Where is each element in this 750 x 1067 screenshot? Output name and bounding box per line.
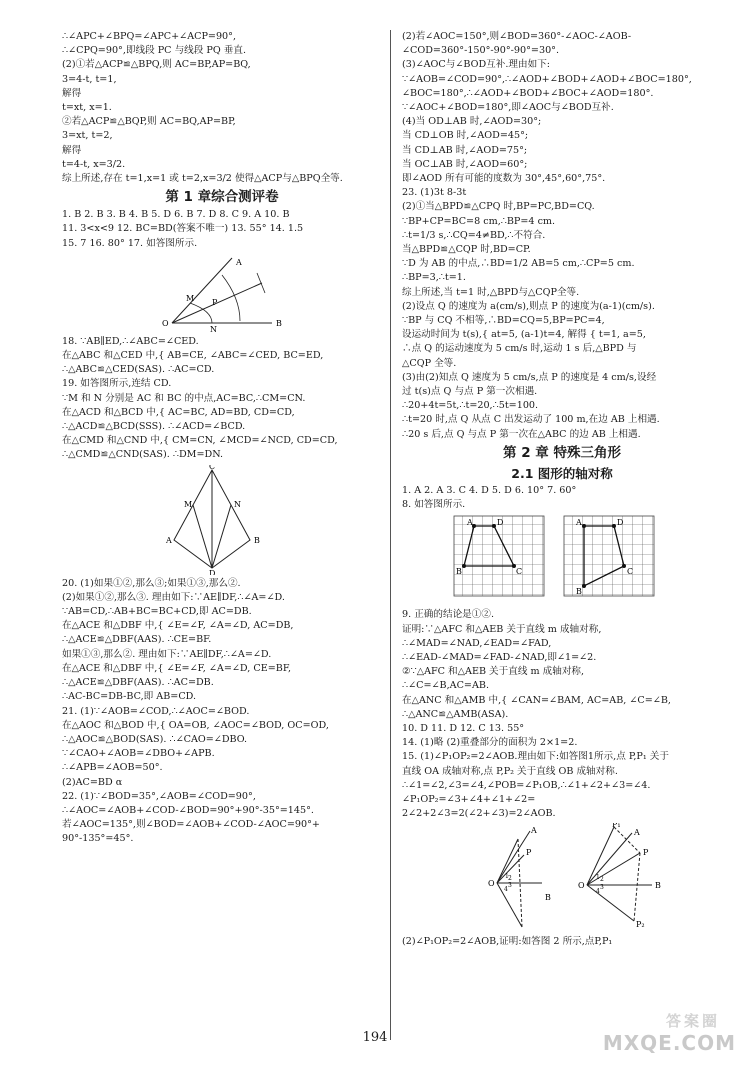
svg-text:B: B <box>456 567 462 577</box>
left-d-line: ∴△ACE≌△DBF(AAS). ∴AC=DB. <box>62 677 214 689</box>
left-column <box>62 30 382 847</box>
reflection-angle-figures <box>402 823 722 933</box>
right-c-line: 证明:∵△AFC 和△AEB 关于直线 m 成轴对称, <box>402 623 602 635</box>
svg-text:D: D <box>617 518 624 528</box>
right-a-line: ∠COD=360°-150°-90°-90°=30°. <box>402 45 560 57</box>
left-a-line: ∴∠APC+∠BPQ=∠APC+∠ACP=90°, <box>62 31 237 42</box>
right-a-line: ∵∠AOC+∠BOD=180°,即∠AOC与∠BOD互补. <box>402 102 614 114</box>
right-a-line: 当 CD⊥OB 时,∠AOD=45°; <box>402 130 529 142</box>
svg-text:P: P <box>212 297 218 307</box>
right-a-line: 当 CD⊥AB 时,∠AOD=75°; <box>402 144 528 156</box>
svg-text:O: O <box>488 879 495 889</box>
svg-text:C: C <box>209 464 216 471</box>
watermark-logo: 答案圈 <box>665 1012 720 1030</box>
svg-text:2: 2 <box>600 876 604 884</box>
left-a-line: 解得 <box>62 87 82 99</box>
svg-text:N: N <box>234 499 241 509</box>
right-b-line: 8. 如答图所示. <box>402 499 466 511</box>
left-c-line: ∴△ABC≌△CED(SAS). ∴AC=CD. <box>62 364 215 376</box>
left-d-line: 21. (1)∵∠AOB=∠COD,∴∠AOC=∠BOD. <box>62 705 250 717</box>
left-d-line: 若∠AOC=135°,则∠BOD=∠AOB+∠COD-∠AOC=90°+ <box>62 819 320 831</box>
right-c-line: 10. D 11. D 12. C 13. 55° <box>402 722 525 734</box>
svg-text:O: O <box>162 318 169 328</box>
right-c-line: 在△ANC 和△AMB 中,{ ∠CAN=∠BAM, AC=AB, ∠C=∠B, <box>402 694 671 706</box>
right-a-line: ∵BP+CP=BC=8 cm,∴BP=4 cm. <box>402 215 556 227</box>
chapter2-heading: 第 2 章 特殊三角形 <box>503 444 621 461</box>
svg-text:O: O <box>578 881 585 891</box>
left-d-line: ∵∠CAO+∠AOB=∠DBO+∠APB. <box>62 748 215 760</box>
svg-text:2: 2 <box>508 875 512 883</box>
svg-text:4: 4 <box>504 886 508 894</box>
svg-text:3: 3 <box>600 884 604 892</box>
left-d-line: 在△ACE 和△DBF 中,{ ∠E=∠F, ∠A=∠D, AC=DB, <box>62 620 294 632</box>
right-a-line: ∠BOC=180°,∴∠AOD+∠BOD+∠BOC+∠AOD=180°. <box>402 87 654 99</box>
left-block-d <box>62 577 382 847</box>
p1-label: P₁ <box>612 823 621 830</box>
right-column <box>402 30 722 950</box>
svg-text:4: 4 <box>596 888 600 896</box>
left-block-a <box>62 30 382 186</box>
svg-text:3: 3 <box>508 882 512 890</box>
right-c-line: ∴∠EAD-∠MAD=∠FAD-∠NAD,即∠1=∠2. <box>402 651 597 663</box>
right-a-line: (4)当 OD⊥AB 时,∠AOD=30°; <box>402 116 542 128</box>
left-d-line: ∴△AOC≌△BOD(SAS). ∴∠CAO=∠DBO. <box>62 733 248 745</box>
right-a-line: 即∠AOD 所有可能的度数为 30°,45°,60°,75°. <box>402 173 606 185</box>
svg-text:A: A <box>166 535 172 545</box>
svg-text:B: B <box>254 535 260 545</box>
svg-text:A: A <box>531 826 537 836</box>
left-d-line: ∵AB=CD,∴AB+BC=BC+CD,即 AC=DB. <box>62 606 252 618</box>
svg-text:P: P <box>643 848 649 858</box>
right-c-line: 14. (1)略 (2)重叠部分的面积为 2×1=2. <box>402 737 578 749</box>
right-c-line: ∠P₁OP₂=∠3+∠4+∠1+∠2= <box>402 793 536 805</box>
left-d-line: 如果①③,那么②. 理由如下:∵AE∥DF,∴∠A=∠D. <box>62 648 272 660</box>
svg-text:B: B <box>276 318 282 328</box>
svg-text:C: C <box>627 567 634 577</box>
left-d-line: 22. (1)∵∠BOD=35°,∠AOB=∠COD=90°, <box>62 790 256 802</box>
svg-text:B: B <box>545 893 551 903</box>
right-a-line: ∵∠AOB=∠COD=90°,∴∠AOD+∠BOD+∠AOD+∠BOC=180°, <box>402 73 692 85</box>
left-a-line: 解得 <box>62 144 82 156</box>
svg-text:D: D <box>209 568 216 575</box>
left-d-line: (2)如果①②,那么③. 理由如下:∵AE∥DF,∴∠A=∠D. <box>62 591 285 603</box>
left-block-c <box>62 335 382 463</box>
svg-text:N: N <box>210 324 217 333</box>
svg-text:1: 1 <box>505 873 509 881</box>
right-a-line: 当 OC⊥AB 时,∠AOD=60°; <box>402 158 528 170</box>
left-d-line: ∴AC-BC=DB-BC,即 AB=CD. <box>62 691 197 703</box>
column-divider <box>390 30 391 1040</box>
right-b-line: 1. A 2. A 3. C 4. D 5. D 6. 10° 7. 60° <box>402 484 577 496</box>
right-c-line: ∴∠1=∠2,∠3=∠4,∠POB=∠P₁OB,∴∠1+∠2+∠3=∠4. <box>402 779 651 791</box>
svg-text:P: P <box>526 848 532 858</box>
right-a-line: ∴t=20 时,点 Q 从点 C 出发运动了 100 m,在边 AB 上相遇. <box>402 414 660 426</box>
right-last-line: (2)∠P₁OP₂=2∠AOB,证明:如答图 2 所示,点P,P₁ <box>402 936 613 948</box>
left-d-line: 90°-135°=45°. <box>62 833 134 845</box>
left-c-line: 19. 如答图所示,连结 CD. <box>62 378 172 390</box>
page-number: 194 <box>362 1030 388 1045</box>
right-a-line: ∴20+4t=5t,∴t=20,∴5t=100. <box>402 400 539 412</box>
svg-text:M: M <box>186 293 195 303</box>
left-d-line: ∴△ACE≌△DBF(AAS). ∴CE=BF. <box>62 634 212 646</box>
kite-figure <box>62 465 382 575</box>
left-a-line: 综上所述,存在 t=1,x=1 或 t=2,x=3/2 使得△ACP与△BPQ全等. <box>62 173 343 185</box>
left-d-line: ∴∠APB=∠AOB=50°. <box>62 762 163 774</box>
right-a-line: ∵D 为 AB 的中点,∴BD=1/2 AB=5 cm,∴CP=5 cm. <box>402 258 635 270</box>
right-a-line: 当△BPD≌△CQP 时,BD=CP. <box>402 244 531 256</box>
right-a-line: 23. (1)3t 8-3t <box>402 187 467 199</box>
right-c-line: 2∠2+2∠3=2(∠2+∠3)=2∠AOB. <box>402 808 556 820</box>
watermark-url: MXQE.COM <box>602 1031 736 1055</box>
right-c-line: ∴∠MAD=∠NAD,∠EAD=∠FAD, <box>402 637 552 649</box>
left-a-line: t=xt, x=1. <box>62 102 112 114</box>
left-b-line: 15. 7 16. 80° 17. 如答图所示. <box>62 237 198 249</box>
right-a-line: ∴t=1/3 s,∴CQ=4≠BD,∴不符合. <box>402 229 546 241</box>
right-a-line: (2)①当△BPD≌△CPQ 时,BP=PC,BD=CQ. <box>402 201 595 213</box>
right-a-line: (2)若∠AOC=150°,则∠BOD=360°-∠AOC-∠AOB- <box>402 31 632 42</box>
left-a-line: 3=xt, t=2, <box>62 130 113 142</box>
left-b-line: 11. 3<x<9 12. BC=BD(答案不唯一) 13. 55° 14. 1.5 <box>62 223 304 235</box>
angle-bisector-figure <box>62 253 382 333</box>
right-c-line: ②∵△AFC 和△AEB 关于直线 m 成轴对称, <box>402 666 585 678</box>
left-block-b <box>62 208 382 251</box>
right-c-line: 直线 OA 成轴对称,点 P,P₂ 关于直线 OB 成轴对称. <box>402 765 618 777</box>
right-block-c <box>402 608 722 821</box>
left-c-line: ∴△CMD≌△CND(SAS). ∴DM=DN. <box>62 449 224 461</box>
chapter1-review-heading: 第 1 章综合测评卷 <box>165 189 279 206</box>
svg-text:A: A <box>236 257 242 267</box>
svg-text:P₂: P₂ <box>636 920 645 930</box>
svg-text:C: C <box>516 567 523 577</box>
left-d-line: ∴∠AOC=∠AOB+∠COD-∠BOD=90°+90°-35°=145°. <box>62 804 314 816</box>
right-block-a <box>402 30 722 442</box>
right-a-line: ∴20 s 后,点 Q 与点 P 第一次在△ABC 的边 AB 上相遇. <box>402 428 641 440</box>
section-2-1-heading: 2.1 图形的轴对称 <box>511 465 613 481</box>
svg-text:A: A <box>634 828 640 838</box>
left-d-line: (2)AC=BD α <box>62 776 123 788</box>
left-c-line: 在△ABC 和△CED 中,{ AB=CE, ∠ABC=∠CED, BC=ED, <box>62 350 324 362</box>
right-a-line: (3)由(2)知点 Q 速度为 5 cm/s,点 P 的速度是 4 cm/s,设经 <box>402 371 657 383</box>
right-a-line: ∵BP 与 CQ 不相等,∴BD=CQ=5,BP=PC=4, <box>402 315 605 327</box>
left-b-line: 1. B 2. B 3. B 4. B 5. D 6. B 7. D 8. C 9. A 10. B <box>62 209 290 221</box>
left-a-line: (2)①若△ACP≌△BPQ,则 AC=BP,AP=BQ, <box>62 59 251 71</box>
left-d-line: 在△ACE 和△DBF 中,{ ∠E=∠F, ∠A=∠D, CE=BF, <box>62 662 292 674</box>
left-a-line: t=4-t, x=3/2. <box>62 158 126 170</box>
right-a-line: 设运动时间为 t(s),{ at=5, (a-1)t=4, 解得 { t=1, a=5, <box>402 329 646 341</box>
right-c-line: ∴△ANC≌△AMB(ASA). <box>402 708 509 720</box>
right-a-line: 过 t(s)点 Q 与点 P 第一次相遇. <box>402 386 538 398</box>
right-c-line: ∴∠C=∠B,AC=AB. <box>402 680 489 692</box>
svg-text:B: B <box>576 587 582 597</box>
right-a-line: ∴点 Q 的运动速度为 5 cm/s 时,运动 1 s 后,△BPD 与 <box>402 343 637 355</box>
left-c-line: ∴△ACD≌△BCD(SSS). ∴∠ACD=∠BCD. <box>62 421 246 433</box>
right-a-line: (3)∠AOC与∠BOD互补.理由如下: <box>402 59 551 71</box>
left-c-line: ∵M 和 N 分别是 AC 和 BC 的中点,AC=BC,∴CM=CN. <box>62 392 306 404</box>
right-block-b <box>402 484 722 512</box>
svg-text:1: 1 <box>596 874 600 882</box>
left-d-line: 在△AOC 和△BOD 中,{ OA=OB, ∠AOC=∠BOD, OC=OD, <box>62 719 329 731</box>
left-c-line: 在△CMD 和△CND 中,{ CM=CN, ∠MCD=∠NCD, CD=CD, <box>62 435 338 447</box>
right-a-line: △CQP 全等. <box>402 357 457 369</box>
left-c-line: 在△ACD 和△BCD 中,{ AC=BC, AD=BD, CD=CD, <box>62 406 295 418</box>
svg-text:B: B <box>655 881 661 891</box>
right-c-line: 9. 正确的结论是①②. <box>402 609 495 621</box>
right-c-line: 15. (1)∠P₁OP₂=2∠AOB.理由如下:如答图1所示,点 P,P₁ 关于 <box>402 751 669 763</box>
svg-text:D: D <box>497 518 504 528</box>
left-a-line: ∴∠CPQ=90°,即线段 PC 与线段 PQ 垂直. <box>62 45 247 57</box>
left-a-line: 3=4-t, t=1, <box>62 73 117 85</box>
left-d-line: 20. (1)如果①②,那么③;如果①③,那么②. <box>62 577 241 589</box>
svg-text:A: A <box>576 518 582 528</box>
grid-symmetry-figures <box>402 514 722 606</box>
left-c-line: 18. ∵AB∥ED,∴∠ABC=∠CED. <box>62 335 199 347</box>
svg-text:M: M <box>184 499 193 509</box>
right-a-line: 综上所述,当 t=1 时,△BPD与△CQP全等. <box>402 286 580 298</box>
right-a-line: (2)设点 Q 的速度为 a(cm/s),则点 P 的速度为(a-1)(cm/s). <box>402 300 655 312</box>
svg-text:A: A <box>467 518 473 528</box>
right-a-line: ∴BP=3,∴t=1. <box>402 272 466 284</box>
left-a-line: ②若△ACP≌△BQP,则 AC=BQ,AP=BP, <box>62 116 236 128</box>
